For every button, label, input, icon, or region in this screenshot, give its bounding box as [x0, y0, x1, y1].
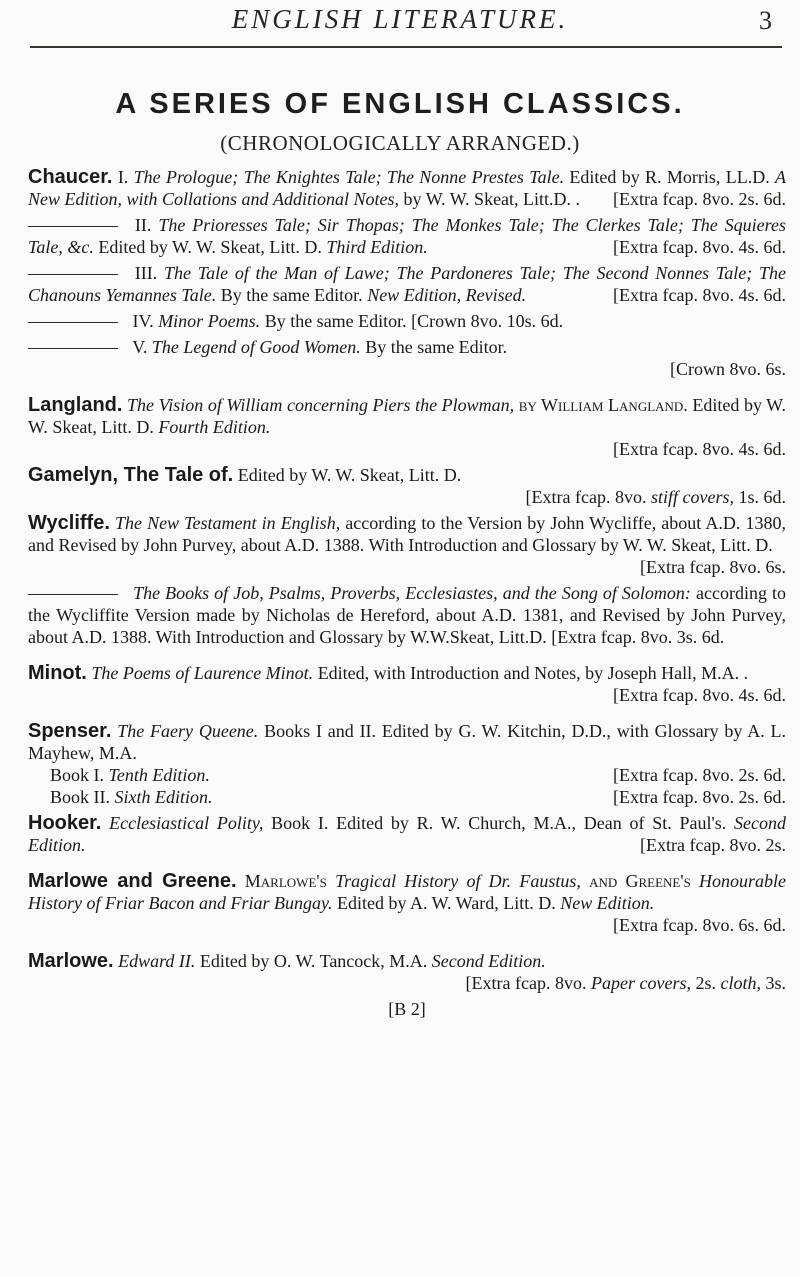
- volume-number: V.: [132, 337, 148, 357]
- price: [Extra fcap. 8vo. 2s.: [640, 835, 786, 855]
- book-title: Minor Poems.: [158, 311, 261, 331]
- author-text-2: and Greene's: [589, 871, 691, 891]
- price-amount: 1s. 6d.: [738, 487, 786, 507]
- volume-number: II.: [134, 215, 152, 235]
- editor-text: Edited by W. W. Skeat, Litt. D.: [237, 465, 462, 485]
- price: [Crown 8vo. 6s.: [670, 359, 786, 379]
- editor-text: By the same Editor.: [264, 311, 407, 331]
- price: [Extra fcap. 8vo. 2s. 6d.: [613, 189, 786, 209]
- book-title: The Prologue; The Knightes Tale; The Nonne Prestes Tale.: [133, 167, 565, 187]
- book-title: The Vision of William concerning Piers the Plowman,: [127, 395, 515, 415]
- price-binding-2: cloth,: [720, 973, 761, 993]
- author-name: Spenser.: [28, 720, 112, 742]
- book-title: The Legend of Good Women.: [151, 337, 361, 357]
- editor-text: Edited by A. W. Ward, Litt. D.: [337, 893, 556, 913]
- description-text: according to the Version by John Wycliffe, about A.D. 1380, and Revised by John Purvey, about A.D. 1388. With Introduction and Glossary by W. W. Skeat, Litt. D.: [28, 513, 786, 555]
- author-name: Minot.: [28, 662, 87, 684]
- edition-text: Third Edition.: [326, 237, 428, 257]
- edition-text: Sixth Edition.: [114, 787, 213, 807]
- entry-gamelyn: [28, 464, 786, 508]
- edition-text: A New Edition,: [28, 167, 787, 209]
- author-name: Hooker.: [28, 812, 102, 834]
- volume-number: III.: [134, 263, 158, 283]
- price: [28, 486, 786, 508]
- author-name: Gamelyn, The Tale of.: [28, 464, 234, 486]
- price: [Extra fcap. 8vo. 3s. 6d.: [551, 627, 725, 647]
- description-text: Books I and II. Edited by G. W. Kitchin, D.D., with Glossary by A. L. Mayhew, M.A.: [28, 721, 787, 763]
- volume-number: IV.: [132, 311, 154, 331]
- book-label: Book I.: [50, 765, 104, 785]
- author-text: by William Langland.: [518, 395, 688, 415]
- author-name: Chaucer.: [28, 166, 113, 188]
- entry-chaucer-4: [28, 310, 786, 332]
- editor-text: Edited by W. W. Skeat, Litt. D.: [28, 395, 787, 437]
- entry-marlowe: [28, 950, 786, 994]
- editor-text: Edited by O. W. Tancock, M.A.: [199, 951, 428, 971]
- price: [Extra fcap. 8vo. 4s. 6d.: [613, 237, 786, 257]
- spenser-book-2: [28, 786, 786, 808]
- author-name: Marlowe.: [28, 950, 114, 972]
- book-title: The Poems of Laurence Minot.: [91, 663, 314, 683]
- price-amount-2: 3s.: [765, 973, 786, 993]
- price: [466, 972, 786, 994]
- description-text: Edited, with Introduction and Notes, by Joseph Hall, M.A. .: [317, 663, 749, 683]
- price-binding: Paper covers,: [591, 973, 691, 993]
- price-format: [Extra fcap. 8vo.: [525, 487, 647, 507]
- signature-mark: [B 2]: [388, 999, 426, 1019]
- author-name: Marlowe and Greene.: [28, 870, 237, 892]
- ditto-dash: [28, 226, 118, 227]
- price-format: [Extra fcap. 8vo.: [465, 973, 587, 993]
- description-text: Book I. Edited by R. W. Church, M.A., Dean of St. Paul's.: [271, 813, 727, 833]
- ditto-dash: [28, 322, 118, 323]
- series-title: A SERIES OF ENGLISH CLASSICS.: [115, 88, 685, 120]
- entry-marlowe-greene: [28, 870, 786, 936]
- author-text: Marlowe's: [244, 871, 327, 891]
- entry-spenser: [28, 720, 786, 808]
- book-title: The Prioresses Tale; Sir Thopas; The Monkes Tale; The Clerkes Tale; The Squieres Tale, &c.: [28, 215, 786, 257]
- book-title: The New Testament in English,: [114, 513, 341, 533]
- ditto-dash: [28, 348, 118, 349]
- entry-minot: [28, 662, 786, 706]
- running-head: ENGLISH LITERATURE.: [231, 4, 569, 34]
- editor-text: By the same Editor.: [220, 285, 363, 305]
- edition-text: Fourth Edition.: [158, 417, 271, 437]
- book-title: The Faery Queene.: [117, 721, 259, 741]
- entry-chaucer-1: [28, 166, 786, 210]
- edition-text: Tenth Edition.: [108, 765, 210, 785]
- ditto-dash: [28, 274, 118, 275]
- editor-text: By the same Editor.: [365, 337, 508, 357]
- price: [Extra fcap. 8vo. 2s. 6d.: [613, 787, 786, 807]
- book-title: Edward II.: [118, 951, 196, 971]
- volume-number: I.: [117, 167, 129, 187]
- entry-wycliffe-2: [28, 582, 786, 648]
- editor-text: Edited by R. Morris, LL.D.: [569, 167, 770, 187]
- page-number: 3: [759, 6, 772, 35]
- description-text: according to the Wycliffite Version made by Nicholas de Hereford, about A.D. 1381, and Revised by John Purvey, about A.D. 1388. With Introduction and Glossary by W.W.Skeat, Litt.D.: [28, 583, 787, 647]
- edition-text: Second Edition.: [431, 951, 546, 971]
- price-amount: 2s.: [695, 973, 716, 993]
- entry-chaucer-3: [28, 262, 786, 306]
- entry-hooker: [28, 812, 786, 856]
- edition-text: New Edition, Revised.: [367, 285, 527, 305]
- price: [Extra fcap. 8vo. 4s. 6d.: [613, 285, 786, 305]
- book-title-2: Honourable History of Friar Bacon and Friar Bungay.: [28, 871, 787, 913]
- price: [Extra fcap. 8vo. 4s. 6d.: [613, 685, 786, 705]
- author-name: Wycliffe.: [28, 512, 110, 534]
- entry-chaucer-5: [28, 336, 786, 380]
- edition-text: Second Edition.: [28, 813, 787, 855]
- book-title: Tragical History of Dr. Faustus,: [335, 871, 581, 891]
- author-name: Langland.: [28, 394, 123, 416]
- price: [Extra fcap. 8vo. 4s. 6d.: [613, 439, 786, 459]
- entry-langland: [28, 394, 786, 460]
- ditto-dash: [28, 594, 118, 595]
- header-rule: [30, 46, 782, 48]
- edition-text: New Edition.: [560, 893, 655, 913]
- spenser-book-1: [28, 764, 786, 786]
- entry-wycliffe-1: [28, 512, 786, 578]
- editor-text: Edited by W. W. Skeat, Litt. D.: [98, 237, 322, 257]
- notes-text: with Collations and: [126, 189, 269, 209]
- price-binding: stiff covers,: [650, 487, 734, 507]
- entry-chaucer-2: [28, 214, 786, 258]
- book-title: The Tale of the Man of Lawe; The Pardoneres Tale; The Second Nonnes Tale; The Chanouns Yemannes Tale.: [28, 263, 787, 305]
- editor-text-2: by W. W. Skeat, Litt.D. .: [403, 189, 581, 209]
- book-title: Ecclesiastical Polity,: [109, 813, 264, 833]
- book-label: Book II.: [50, 787, 110, 807]
- book-title: The Books of Job, Psalms, Proverbs, Ecclesiastes, and the Song of Solomon:: [133, 583, 691, 603]
- catalogue-entries: [28, 166, 786, 1024]
- series-subtitle: (CHRONOLOGICALLY ARRANGED.): [220, 131, 580, 155]
- price: [Extra fcap. 8vo. 6s.: [640, 557, 786, 577]
- price: [Crown 8vo. 10s. 6d.: [411, 311, 564, 331]
- price: [Extra fcap. 8vo. 2s. 6d.: [613, 765, 786, 785]
- price: [Extra fcap. 8vo. 6s. 6d.: [613, 915, 786, 935]
- notes-text-2: Additional Notes,: [273, 189, 400, 209]
